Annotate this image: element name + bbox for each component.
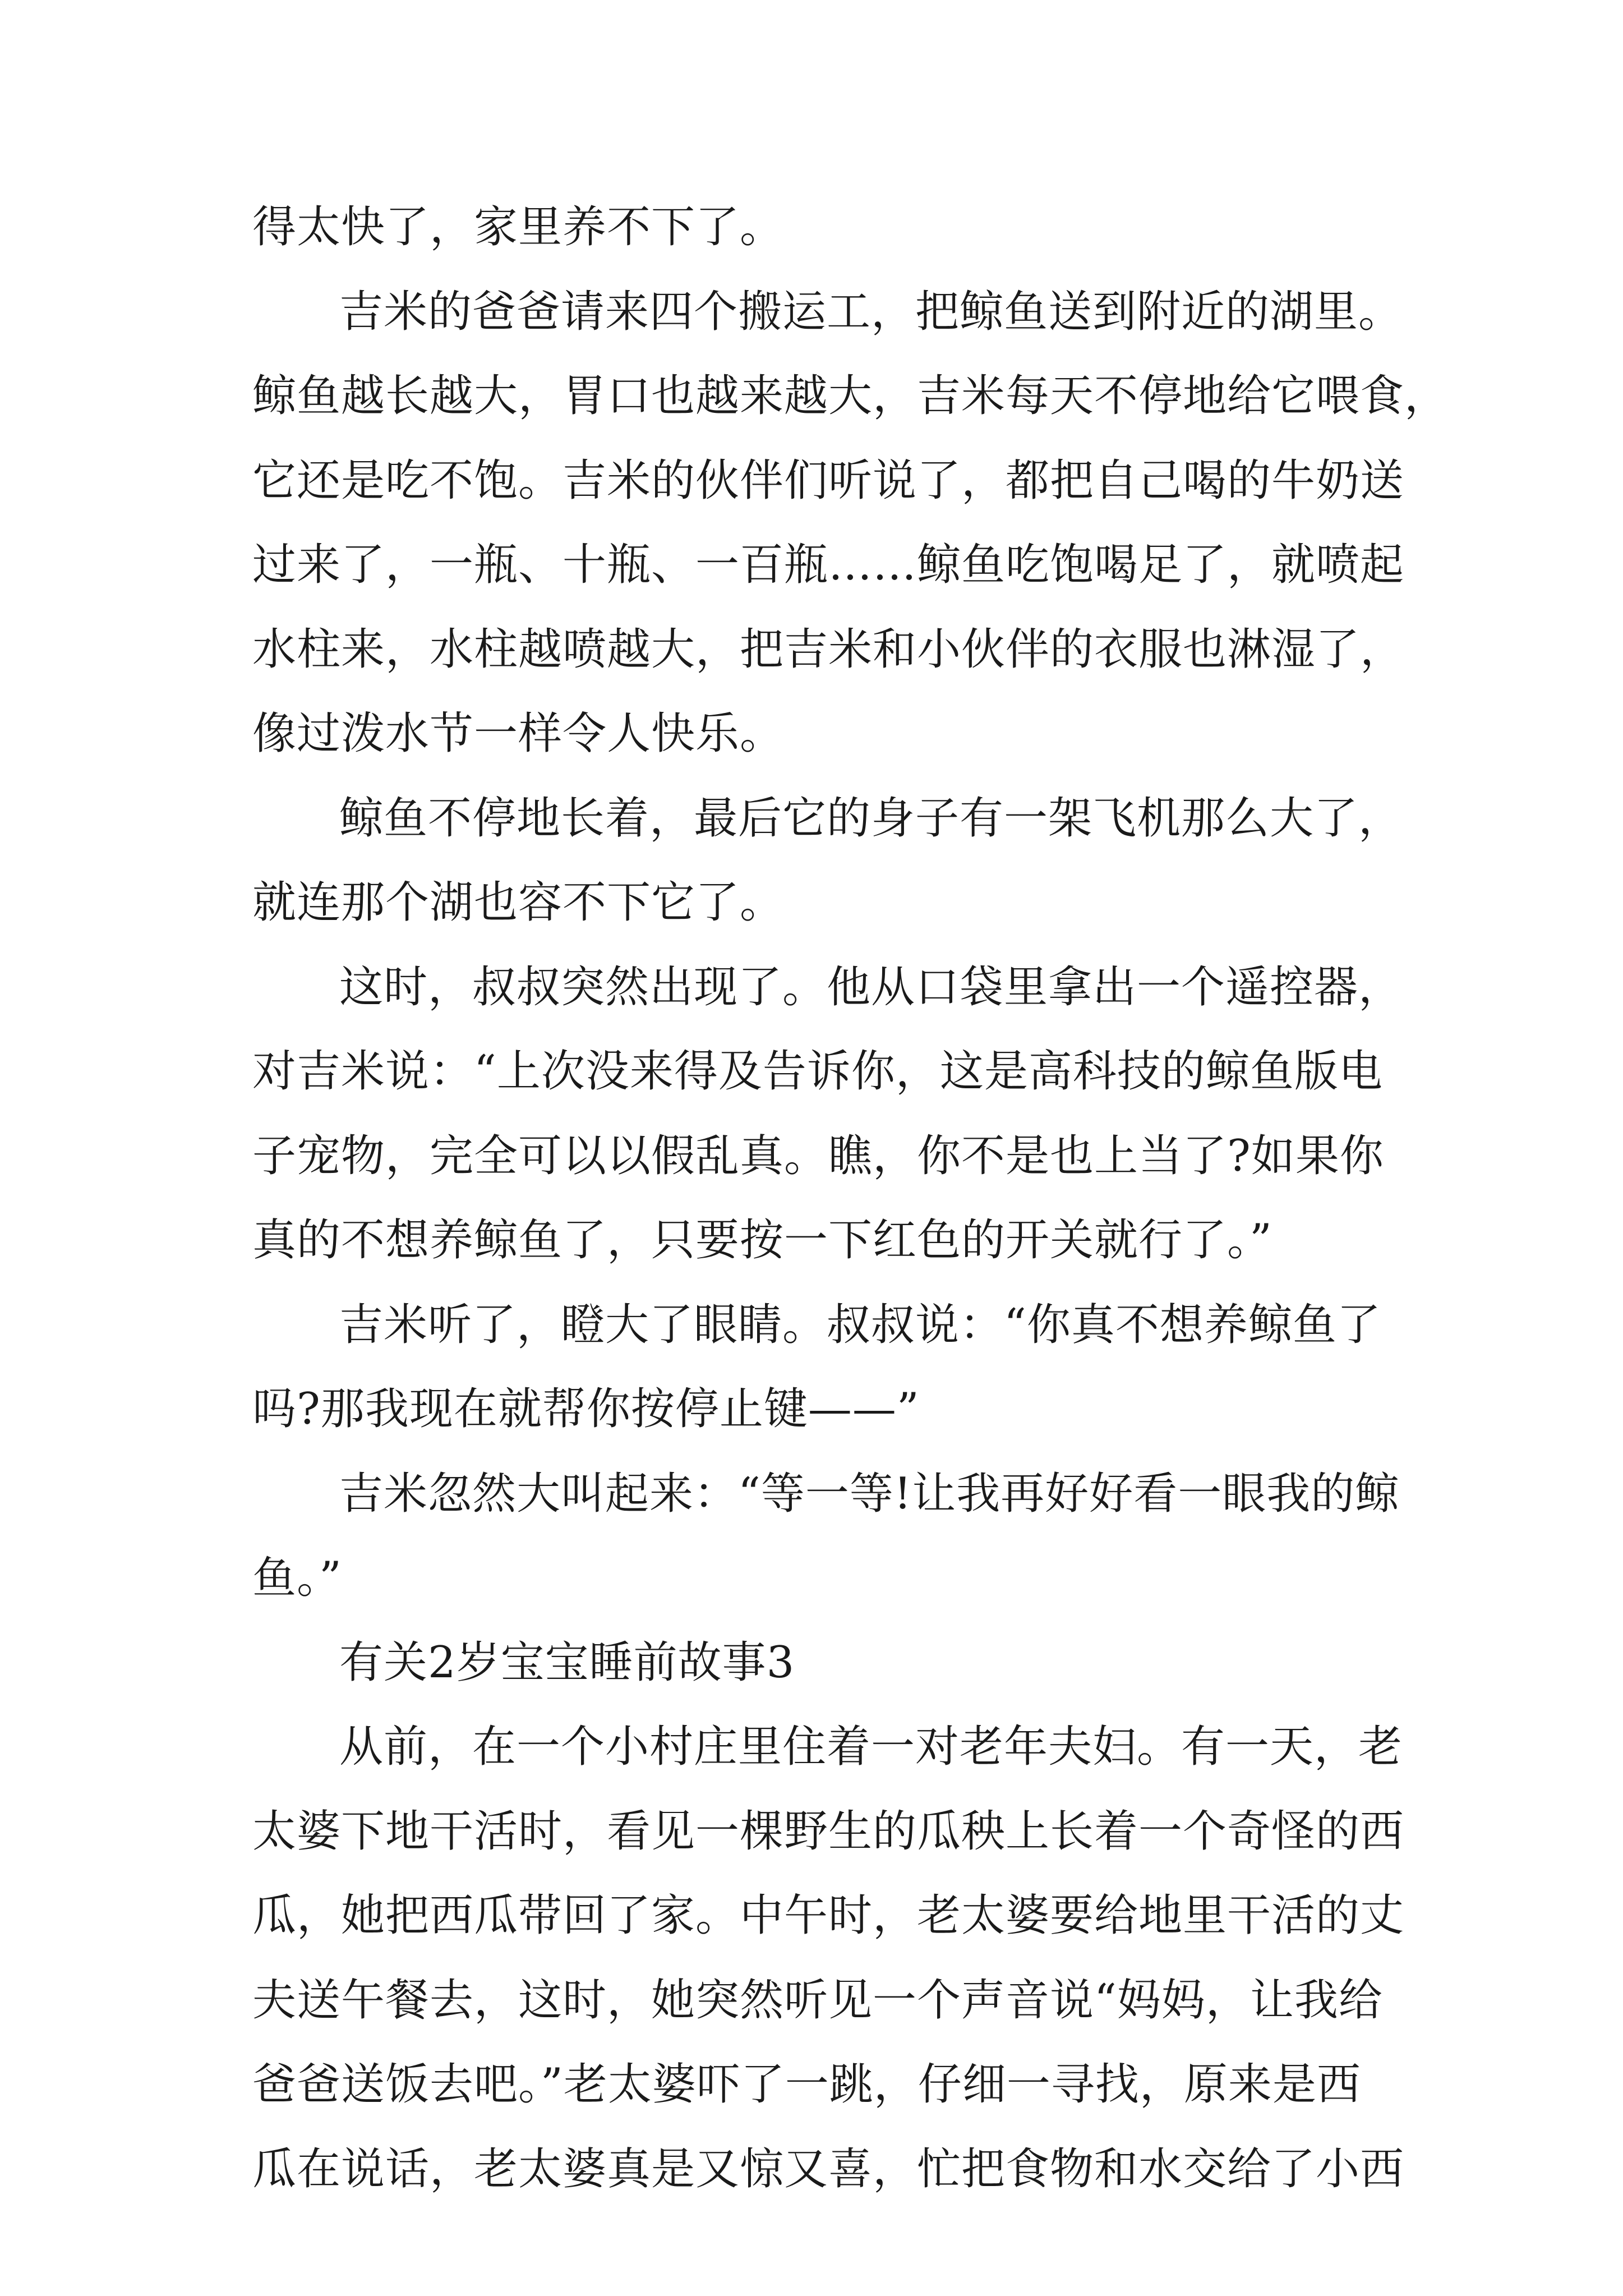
text-line: 爸爸送饭去吧。”老太婆吓了一跳，仔细一寻找，原来是西 — [252, 2059, 1361, 2110]
paragraph-start: 从前，在一个小村庄里住着一对老年夫妇。有一天，老 — [339, 1722, 1403, 1772]
text-line: 瓜在说话，老太婆真是又惊又喜，忙把食物和水交给了小西 — [252, 2144, 1405, 2194]
paragraph-start: 吉米听了，瞪大了眼睛。叔叔说：“你真不想养鲸鱼了 — [339, 1300, 1381, 1350]
text-line: 鱼。” — [252, 1553, 342, 1603]
paragraph-start: 鲸鱼不停地长着，最后它的身子有一架飞机那么大了， — [339, 793, 1403, 844]
text-line: 对吉米说：“上次没来得及告诉你，这是高科技的鲸鱼版电 — [252, 1046, 1383, 1097]
text-line: 鲸鱼越长越大，胃口也越来越大，吉米每天不停地给它喂食， — [252, 371, 1449, 421]
text-line: 水柱来，水柱越喷越大，把吉米和小伙伴的衣服也淋湿了， — [252, 624, 1405, 675]
text-line: 夫送午餐去，这时，她突然听见一个声音说“妈妈，让我给 — [252, 1975, 1383, 2026]
paragraph-start: 吉米忽然大叫起来：“等一等!让我再好好看一眼我的鲸 — [339, 1469, 1400, 1519]
text-line: 子宠物，完全可以以假乱真。瞧，你不是也上当了?如果你 — [252, 1131, 1384, 1181]
text-line: 真的不想养鲸鱼了，只要按一下红色的开关就行了。” — [252, 1215, 1272, 1266]
section-heading: 有关2岁宝宝睡前故事3 — [339, 1637, 795, 1688]
text-line: 吗?那我现在就帮你按停止键——” — [252, 1384, 920, 1434]
paragraph-start: 这时，叔叔突然出现了。他从口袋里拿出一个遥控器， — [339, 962, 1403, 1013]
text-line: 它还是吃不饱。吉米的伙伴们听说了，都把自己喝的牛奶送 — [252, 455, 1405, 506]
text-line: 太婆下地干活时，看见一棵野生的瓜秧上长着一个奇怪的西 — [252, 1806, 1405, 1857]
paragraph-start: 吉米的爸爸请来四个搬运工，把鲸鱼送到附近的湖里。 — [339, 287, 1403, 337]
text-line: 得太快了，家里养不下了。 — [252, 202, 785, 252]
text-line: 过来了，一瓶、十瓶、一百瓶……鲸鱼吃饱喝足了，就喷起 — [252, 540, 1405, 590]
text-line: 瓜，她把西瓜带回了家。中午时，老太婆要给地里干活的丈 — [252, 1890, 1405, 1941]
text-line: 像过泼水节一样令人快乐。 — [252, 708, 785, 759]
text-line: 就连那个湖也容不下它了。 — [252, 877, 785, 928]
